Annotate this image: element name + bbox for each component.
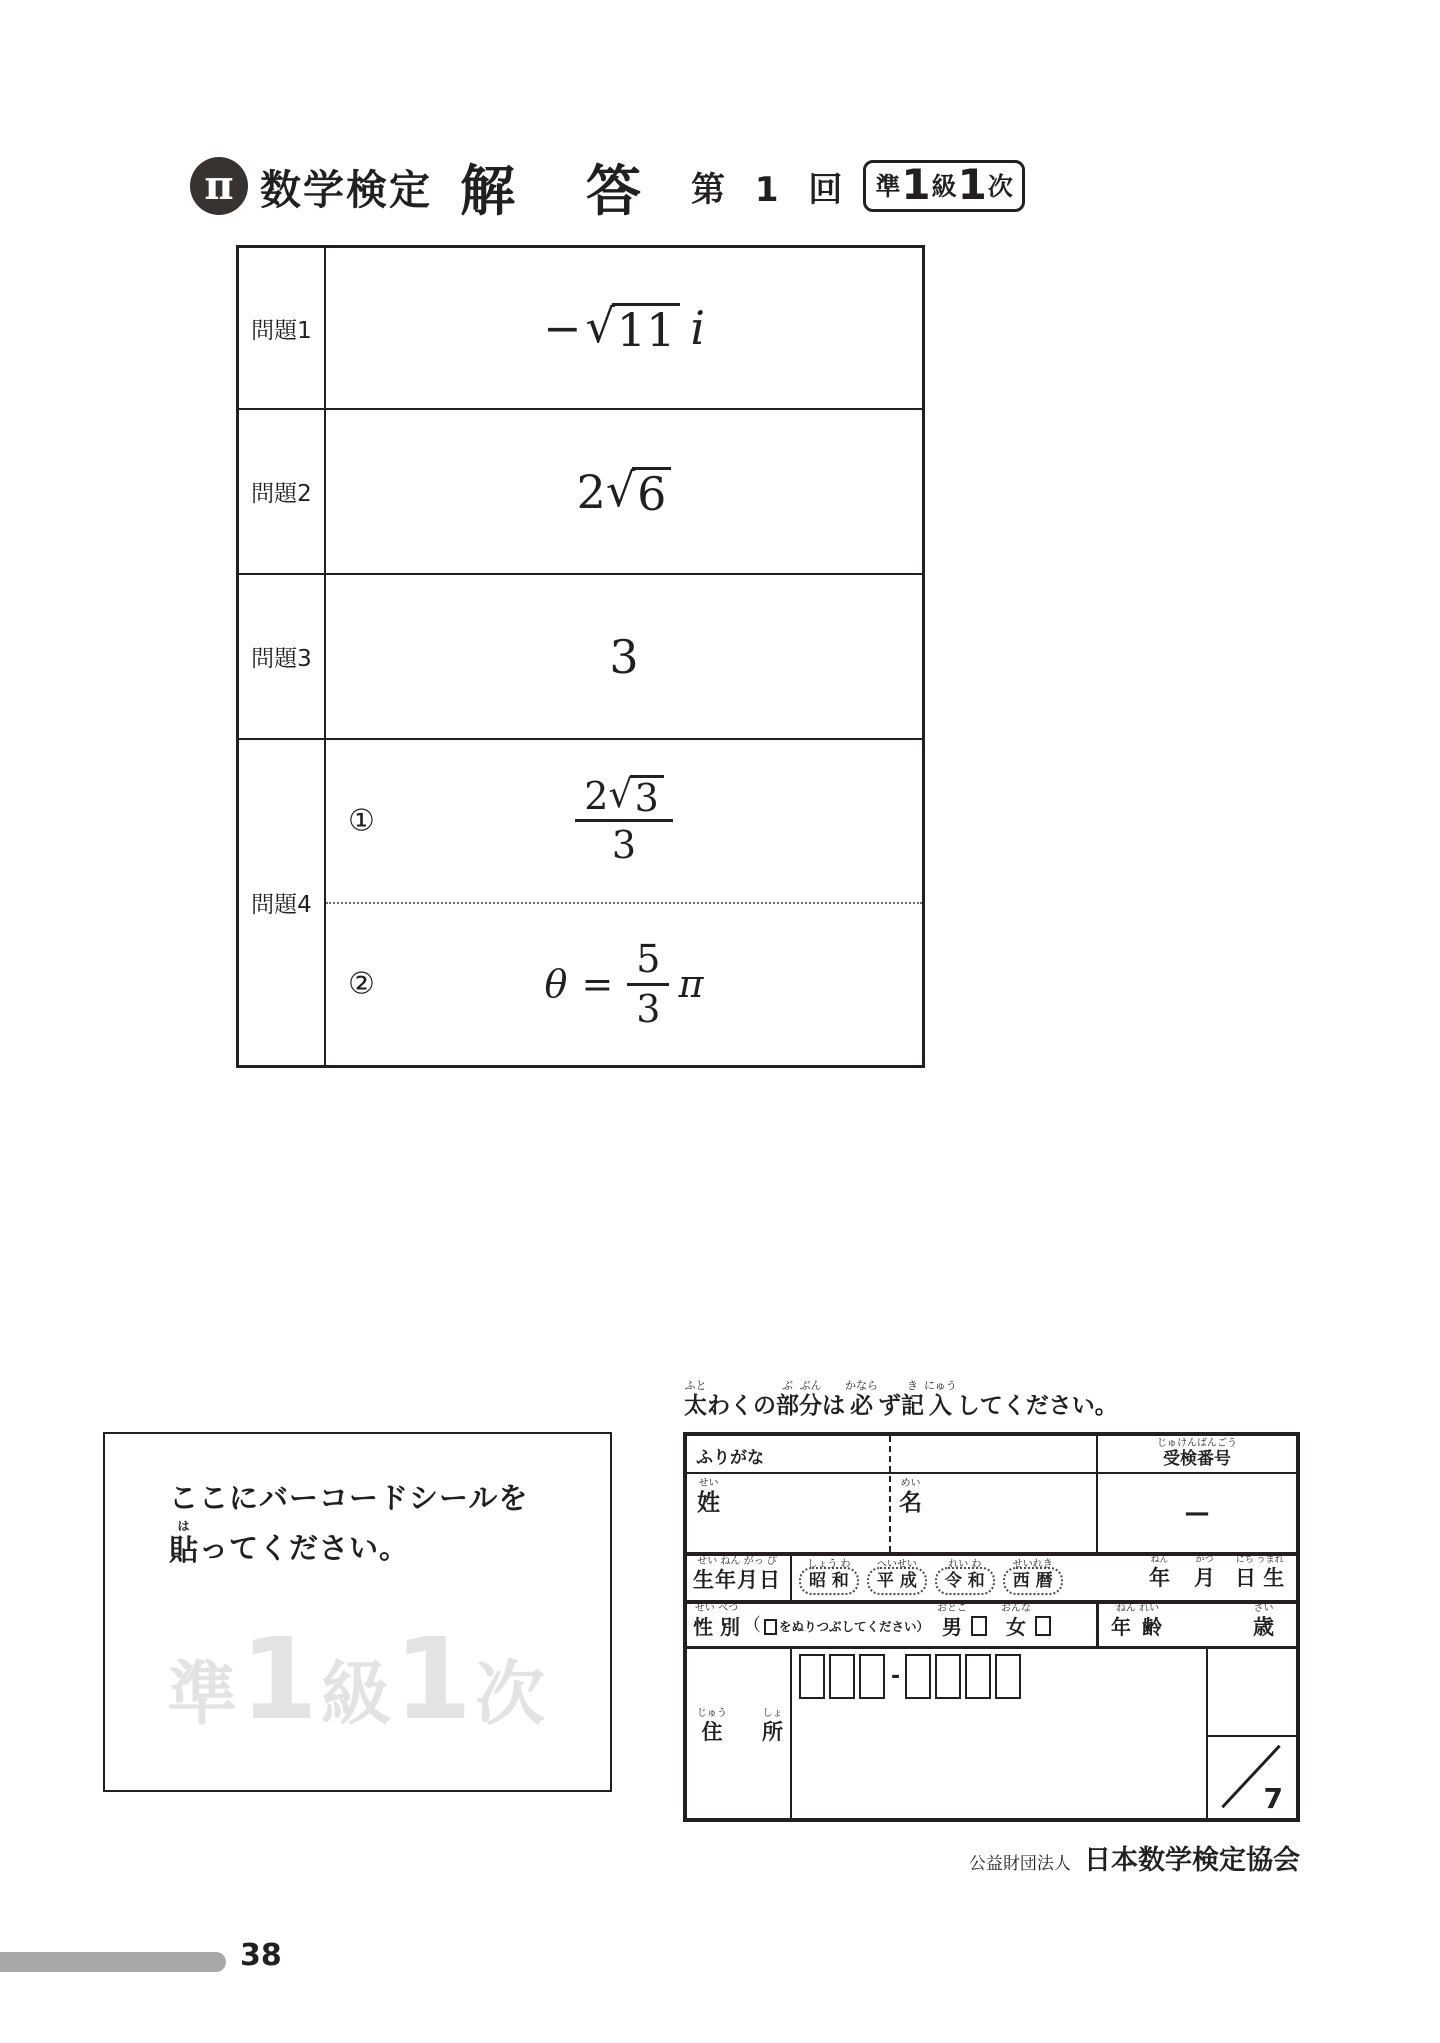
ruby-segment: は [822, 1393, 845, 1419]
ruby-segment: かなら 必 [845, 1379, 878, 1419]
q4-label: 問題4 [239, 740, 326, 1065]
q4-item2 [326, 904, 922, 1066]
year-month-day-labels [1149, 1556, 1284, 1590]
organization-footer [683, 1838, 1300, 1877]
year-label: ねん 年 [1149, 1555, 1170, 1590]
pi-symbol: π [678, 962, 704, 1007]
ruby-segment: ぶ 部 [776, 1379, 799, 1419]
answer-row-q4 [239, 738, 922, 1065]
score-cell [1206, 1735, 1296, 1818]
last-name-label: せい 姓 [697, 1478, 720, 1516]
postal-digit-box [829, 1654, 855, 1699]
address-label [697, 1708, 783, 1744]
divider-line [790, 1646, 792, 1818]
gender-row [693, 1603, 1051, 1638]
imaginary-unit: i [690, 301, 706, 355]
first-name-label: めい 名 [899, 1478, 922, 1516]
paren-open: （ [742, 1615, 761, 1636]
watermark-number: 1 [393, 1615, 475, 1745]
circled-2-marker: ② [348, 966, 375, 1002]
badge-text: 級 [931, 172, 957, 201]
barcode-sticker-box [103, 1432, 612, 1792]
radicand: 3 [630, 775, 664, 817]
ruby-segment: しょ 所 [762, 1708, 783, 1744]
ruby-segment: ず [878, 1393, 901, 1419]
era-heisei: へいせい 平 成 [867, 1555, 927, 1595]
answer-row-q1 [239, 248, 922, 408]
fraction-denominator: 3 [627, 983, 669, 1031]
line2-rest: ってください。 [199, 1530, 410, 1565]
fraction-numerator: 5 [636, 937, 661, 982]
ruby-segment: き 記 [901, 1379, 924, 1419]
coefficient: 2 [576, 464, 606, 519]
ruby-segment: じゅう 住 [697, 1708, 727, 1744]
q3-answer: 3 [609, 629, 639, 684]
postal-digit-box [905, 1654, 931, 1699]
badge-text: 準 [875, 172, 901, 201]
watermark-text: 準 [167, 1653, 240, 1735]
divider-line [687, 1646, 1296, 1649]
page-number: 38 [240, 1938, 282, 1973]
theta-variable: θ [544, 962, 568, 1007]
q2-label: 問題2 [239, 410, 326, 573]
minus-sign: − [542, 301, 582, 355]
ruby-segment: ふと 太 [684, 1379, 707, 1419]
ruby-segment: わくの [707, 1393, 776, 1419]
era-showa: しょう わ 昭 和 [799, 1555, 859, 1595]
postal-digit-box [799, 1654, 825, 1699]
gender-label: せい べつ 性 別 [693, 1603, 740, 1639]
radical-sign: √ [608, 771, 633, 816]
postal-code-boxes [799, 1654, 1025, 1699]
brand-name: 数学検定 [260, 165, 432, 214]
radical-sign: √ [585, 299, 615, 353]
era-options [799, 1555, 1063, 1595]
age-label: ねん れい 年 齢 [1111, 1603, 1164, 1639]
radical [608, 771, 663, 820]
badge-number: 1 [957, 160, 987, 209]
page-number-bar [0, 1952, 226, 1972]
coefficient: 2 [584, 773, 609, 818]
barcode-instruction-line2 [169, 1520, 409, 1567]
name-split-dashed-line [889, 1436, 891, 1552]
level-watermark [167, 1615, 548, 1745]
q2-answer [326, 410, 922, 573]
postal-digit-box [859, 1654, 885, 1699]
answer-table [236, 245, 925, 1068]
header [190, 146, 1025, 226]
answer-row-q2 [239, 408, 922, 573]
ruby-segment: してください。 [956, 1393, 1118, 1419]
age-unit-label: さい 歳 [1253, 1603, 1274, 1639]
q4-item2-fraction [627, 938, 669, 1030]
era-seireki: せいれき 西 暦 [1003, 1555, 1063, 1595]
postal-hyphen: - [891, 1664, 901, 1689]
radical-sign: √ [605, 462, 636, 517]
q1-answer [326, 248, 922, 408]
female-checkbox [1035, 1616, 1051, 1636]
postal-digit-box [995, 1654, 1021, 1699]
divider-line [790, 1552, 792, 1600]
day-born-label: にち うまれ 日 生 [1235, 1555, 1285, 1590]
radicand: 11 [612, 303, 681, 353]
fraction-denominator: 3 [575, 819, 673, 867]
session-label: 第 1 回 [691, 169, 848, 210]
q4-item1 [326, 740, 922, 904]
barcode-instruction-line1: ここにバーコードシールを [169, 1481, 529, 1515]
level-badge [863, 160, 1025, 212]
q3-label: 問題3 [239, 575, 326, 738]
badge-text: 次 [987, 172, 1013, 201]
registration-form [683, 1432, 1300, 1822]
watermark-text: 次 [474, 1653, 548, 1735]
divider-line [1096, 1600, 1099, 1646]
answer-row-q3 [239, 573, 922, 738]
circled-1-marker: ① [348, 803, 375, 839]
badge-number: 1 [901, 160, 931, 209]
watermark-number: 1 [240, 1615, 321, 1745]
ruby-segment: は 貼 [169, 1519, 200, 1567]
exam-number-dash: — [1184, 1497, 1210, 1527]
radicand: 6 [632, 467, 671, 517]
fill-in-checkbox-sample [764, 1619, 777, 1635]
organization-name: 日本数学検定協会 [1084, 1845, 1300, 1876]
furigana-row-label: ふりがな [696, 1448, 764, 1468]
equals-sign: = [581, 962, 614, 1007]
postal-digit-box [965, 1654, 991, 1699]
female-label: おんな 女 [1000, 1603, 1031, 1639]
postal-digit-box [935, 1654, 961, 1699]
male-label: おとこ 男 [936, 1603, 967, 1639]
q1-radical [585, 299, 680, 357]
ruby-segment: にゅう 入 [924, 1379, 957, 1419]
fraction-numerator [575, 771, 673, 820]
watermark-text: 級 [320, 1653, 394, 1735]
q1-label: 問題1 [239, 248, 326, 408]
ruby-segment: じゅけんばんごう 受検番号 [1157, 1438, 1237, 1469]
male-checkbox [971, 1616, 987, 1636]
form-instruction [684, 1380, 1118, 1419]
exam-number-header [1098, 1438, 1296, 1469]
q4-item1-fraction [575, 771, 673, 868]
month-label: がつ 月 [1194, 1555, 1215, 1590]
organization-type: 公益財団法人 [968, 1854, 1071, 1874]
gender-note: をぬりつぶしてください） [778, 1619, 929, 1634]
q4-answer-area [326, 740, 922, 1065]
page-title: 解 答 [460, 158, 650, 223]
pi-logo-icon: π [204, 162, 234, 209]
era-reiwa: れい わ 令 和 [935, 1555, 995, 1595]
q2-radical [605, 462, 672, 521]
score-denominator: 7 [1263, 1782, 1283, 1815]
birthdate-label: せい ねん がっ ぴ 生年月日 [693, 1556, 781, 1592]
ruby-segment: ぶん 分 [799, 1379, 822, 1419]
math-kentei-logo [190, 157, 248, 215]
